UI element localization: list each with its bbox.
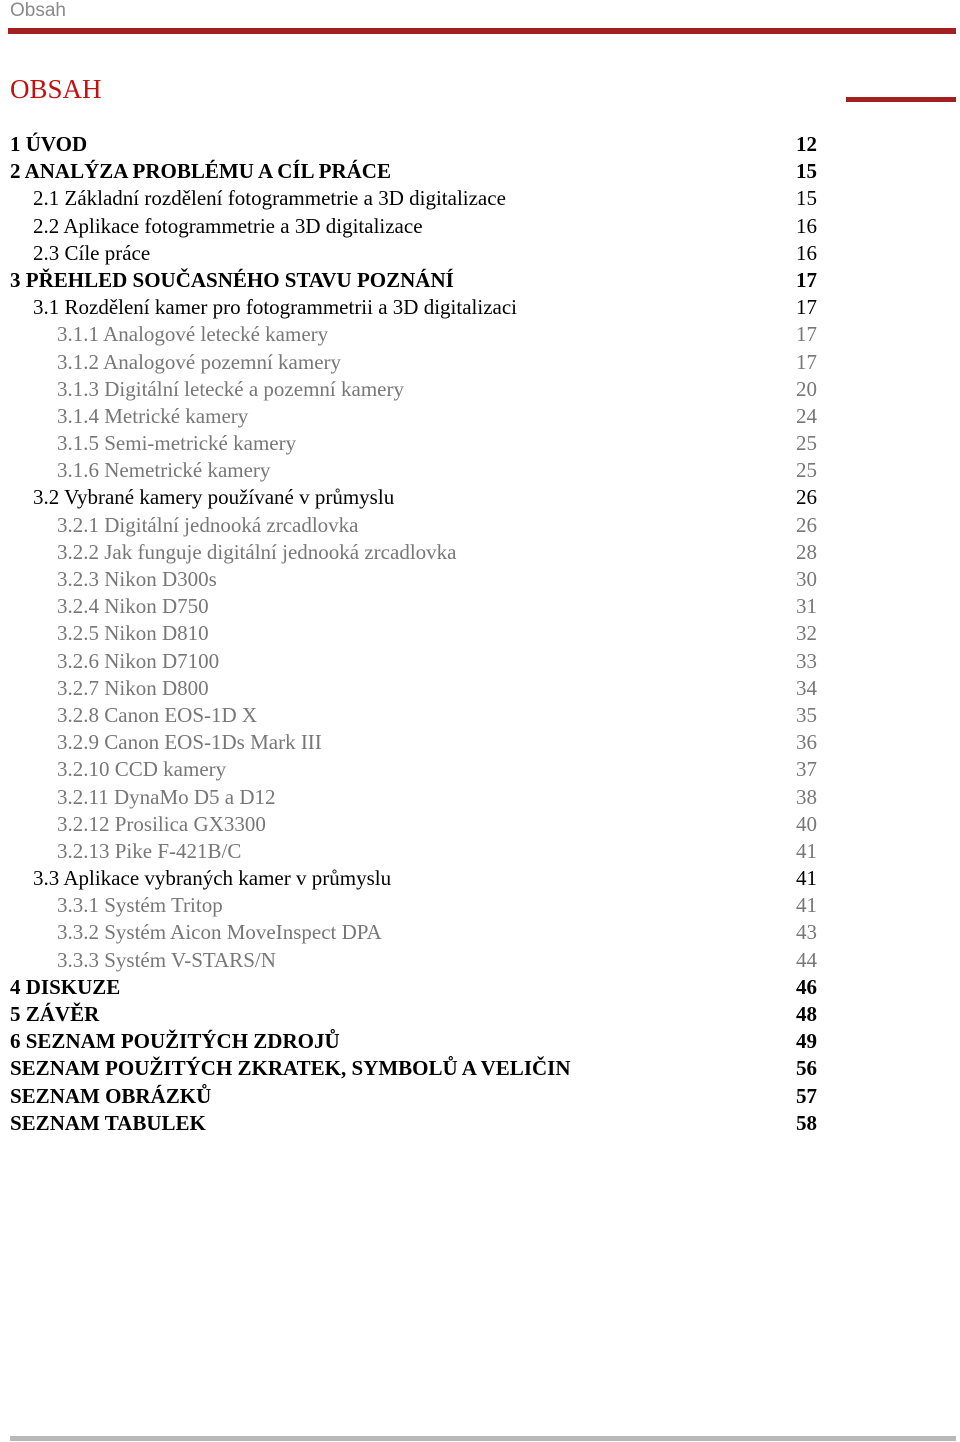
toc-entry-title[interactable]: 3.1.1 Analogové letecké kamery: [57, 322, 329, 347]
toc-entry-title[interactable]: 3.2.4 Nikon D750: [57, 594, 209, 619]
toc-entry[interactable]: [0, 1083, 960, 1110]
toc-entry-title[interactable]: 2 ANALÝZA PROBLÉMU A CÍL PRÁCE: [10, 159, 391, 184]
toc-entry[interactable]: [0, 974, 960, 1001]
toc-entry-page-number[interactable]: 25: [796, 458, 817, 483]
toc-entry-page-number[interactable]: 26: [796, 512, 817, 537]
toc-entry-title[interactable]: 3.2.5 Nikon D810: [57, 621, 209, 646]
footer-divider: [10, 1436, 956, 1441]
toc-entry-title[interactable]: SEZNAM POUŽITÝCH ZKRATEK, SYMBOLŮ A VELIČIN: [10, 1056, 571, 1081]
toc-entry-page-number[interactable]: 28: [796, 539, 817, 564]
toc-entry[interactable]: [0, 321, 960, 348]
toc-entry-title[interactable]: 3.2.9 Canon EOS-1Ds Mark III: [57, 730, 322, 755]
toc-entry-title[interactable]: 6 SEZNAM POUŽITÝCH ZDROJŮ: [10, 1029, 340, 1054]
toc-entry[interactable]: [0, 1055, 960, 1082]
toc-entry[interactable]: [0, 729, 960, 756]
toc-entry[interactable]: [0, 648, 960, 675]
toc-entry-title[interactable]: 1 ÚVOD: [10, 132, 88, 156]
toc-entry-page-number[interactable]: 17: [796, 267, 817, 292]
running-header: Obsah: [10, 0, 66, 21]
toc-entry[interactable]: [0, 240, 960, 267]
toc-entry-title[interactable]: 3.2.10 CCD kamery: [57, 757, 227, 782]
toc-entry[interactable]: [0, 892, 960, 919]
toc-entry-title[interactable]: 3.2.6 Nikon D7100: [57, 648, 220, 673]
toc-entry[interactable]: [0, 376, 960, 403]
toc-entry[interactable]: [0, 403, 960, 430]
toc-entry-title[interactable]: 2.2 Aplikace fotogrammetrie a 3D digitalizace: [33, 213, 423, 238]
table-of-contents: [0, 131, 960, 1137]
toc-entry-page-number[interactable]: 41: [796, 838, 817, 863]
toc-entry[interactable]: [0, 267, 960, 294]
title-divider: [846, 97, 956, 102]
toc-entry-title[interactable]: 3 PŘEHLED SOUČASNÉHO STAVU POZNÁNÍ: [10, 267, 454, 292]
toc-entry-title[interactable]: 3.2.12 Prosilica GX3300: [57, 811, 266, 836]
toc-entry-page-number[interactable]: 32: [796, 621, 817, 646]
toc-entry-title[interactable]: 3.3.3 Systém V-STARS/N: [57, 947, 276, 972]
toc-entry-title[interactable]: 3.3 Aplikace vybraných kamer v průmyslu: [33, 866, 392, 891]
toc-entry-page-number[interactable]: 16: [796, 213, 817, 238]
toc-entry[interactable]: [0, 294, 960, 321]
toc-entry[interactable]: [0, 131, 960, 158]
toc-entry-title[interactable]: SEZNAM TABULEK: [10, 1110, 206, 1135]
toc-entry-page-number[interactable]: 25: [796, 431, 817, 456]
toc-entry-title[interactable]: 3.3.1 Systém Tritop: [57, 893, 223, 918]
toc-entry[interactable]: [0, 620, 960, 647]
toc-entry-page-number[interactable]: 56: [796, 1056, 817, 1081]
toc-entry[interactable]: [0, 1028, 960, 1055]
toc-entry-title[interactable]: 3.2 Vybrané kamery používané v průmyslu: [33, 485, 395, 510]
toc-entry-title[interactable]: 3.2.11 DynaMo D5 a D12: [57, 784, 276, 809]
toc-entry-title[interactable]: 2.1 Základní rozdělení fotogrammetrie a 3D digitalizace: [33, 186, 506, 211]
toc-entry-page-number[interactable]: 20: [796, 376, 817, 401]
toc-entry[interactable]: [0, 1001, 960, 1028]
toc-entry[interactable]: [0, 566, 960, 593]
toc-entry-page-number[interactable]: 17: [796, 349, 817, 374]
toc-entry[interactable]: [0, 185, 960, 212]
toc-entry-title[interactable]: 3.1 Rozdělení kamer pro fotogrammetrii a 3D digitalizaci: [33, 295, 518, 320]
toc-entry[interactable]: [0, 919, 960, 946]
toc-entry-title[interactable]: 3.2.13 Pike F-421B/C: [57, 838, 242, 863]
toc-entry-page-number[interactable]: 30: [796, 567, 817, 591]
toc-entry[interactable]: [0, 756, 960, 783]
toc-entry-page-number[interactable]: 33: [796, 648, 817, 673]
toc-entry-page-number[interactable]: 15: [796, 159, 817, 184]
toc-entry-page-number[interactable]: 35: [796, 702, 817, 727]
toc-entry-title[interactable]: 3.1.2 Analogové pozemní kamery: [57, 349, 342, 374]
toc-entry-title[interactable]: 3.2.7 Nikon D800: [57, 675, 209, 700]
toc-entry[interactable]: [0, 702, 960, 729]
toc-entry[interactable]: [0, 1110, 960, 1137]
toc-entry-page-number[interactable]: 16: [796, 240, 817, 265]
toc-entry-page-number[interactable]: 17: [796, 295, 817, 320]
toc-entry-title[interactable]: SEZNAM OBRÁZKŮ: [10, 1083, 212, 1108]
toc-entry-page-number[interactable]: 31: [796, 594, 817, 619]
toc-entry[interactable]: [0, 512, 960, 539]
toc-entry-page-number[interactable]: 37: [796, 757, 817, 782]
toc-entry[interactable]: [0, 838, 960, 865]
toc-entry-page-number[interactable]: 48: [796, 1002, 817, 1026]
toc-entry[interactable]: [0, 811, 960, 838]
toc-entry[interactable]: [0, 213, 960, 240]
toc-entry-page-number[interactable]: 41: [796, 866, 817, 891]
toc-entry-title[interactable]: 3.2.8 Canon EOS-1D X: [57, 702, 258, 727]
toc-entry-title[interactable]: 3.2.3 Nikon D300s: [57, 567, 217, 591]
toc-entry-title[interactable]: 2.3 Cíle práce: [33, 240, 151, 265]
toc-entry-page-number[interactable]: 49: [796, 1029, 817, 1054]
toc-entry-title[interactable]: 3.3.2 Systém Aicon MoveInspect DPA: [57, 920, 382, 945]
toc-entry[interactable]: [0, 865, 960, 892]
toc-entry-page-number[interactable]: 43: [796, 920, 817, 945]
toc-entry-page-number[interactable]: 58: [796, 1110, 817, 1135]
toc-entry-page-number[interactable]: 17: [796, 322, 817, 347]
page-title: OBSAH: [10, 74, 102, 104]
toc-entry[interactable]: [0, 484, 960, 511]
toc-entry[interactable]: [0, 539, 960, 566]
toc-entry[interactable]: [0, 947, 960, 974]
toc-entry-page-number[interactable]: 15: [796, 186, 817, 211]
toc-entry-page-number[interactable]: 41: [796, 893, 817, 918]
toc-entry-title[interactable]: 4 DISKUZE: [10, 974, 121, 999]
toc-entry-page-number[interactable]: 24: [796, 403, 817, 428]
toc-entry[interactable]: [0, 784, 960, 811]
toc-entry-page-number[interactable]: 46: [796, 974, 817, 999]
toc-entry-title[interactable]: 5 ZÁVĚR: [10, 1002, 100, 1026]
toc-entry-page-number[interactable]: 44: [796, 947, 817, 972]
toc-entry[interactable]: [0, 675, 960, 702]
toc-entry-page-number[interactable]: 57: [796, 1083, 817, 1108]
toc-entry[interactable]: [0, 430, 960, 457]
toc-entry-title[interactable]: 3.2.1 Digitální jednooká zrcadlovka: [57, 512, 359, 537]
toc-entry-title[interactable]: 3.1.3 Digitální letecké a pozemní kamery: [57, 376, 404, 401]
toc-entry-page-number[interactable]: 12: [796, 132, 817, 156]
toc-entry-page-number[interactable]: 34: [796, 675, 817, 700]
toc-entry[interactable]: [0, 349, 960, 376]
toc-entry-title[interactable]: 3.1.6 Nemetrické kamery: [57, 458, 271, 483]
toc-entry[interactable]: [0, 457, 960, 484]
toc-entry-title[interactable]: 3.1.4 Metrické kamery: [57, 403, 249, 428]
toc-entry-page-number[interactable]: 38: [796, 784, 817, 809]
toc-entry[interactable]: [0, 593, 960, 620]
toc-entry-page-number[interactable]: 36: [796, 730, 817, 755]
header-divider: [8, 28, 956, 34]
toc-entry-title[interactable]: 3.1.5 Semi-metrické kamery: [57, 431, 297, 456]
toc-entry-page-number[interactable]: 26: [796, 485, 817, 510]
toc-entry[interactable]: [0, 158, 960, 185]
toc-entry-title[interactable]: 3.2.2 Jak funguje digitální jednooká zrcadlovka: [57, 539, 457, 564]
toc-entry-page-number[interactable]: 40: [796, 811, 817, 836]
